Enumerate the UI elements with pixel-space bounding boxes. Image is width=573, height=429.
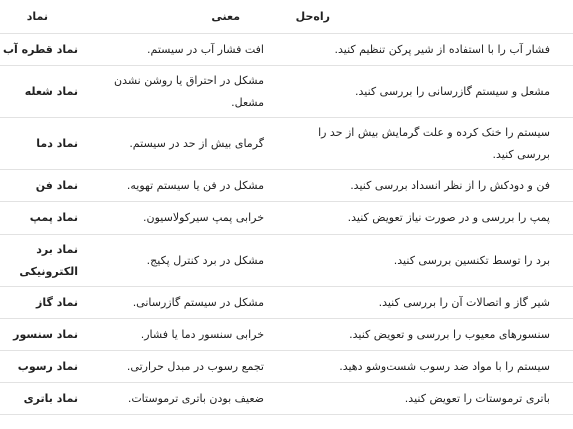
solution-cell: باتری ترموستات را تعویض کنید. xyxy=(404,391,550,405)
solution-cell: فن و دودکش را از نظر انسداد بررسی کنید. xyxy=(350,178,550,192)
table-row xyxy=(0,287,573,319)
solution-cell: سیستم را با مواد ضد رسوب شست‌وشو دهید. xyxy=(339,359,550,373)
table-row xyxy=(0,170,573,202)
table-row xyxy=(0,351,573,383)
table-header-row xyxy=(0,0,573,34)
meaning-cell: مشکل در برد کنترل پکیج. xyxy=(146,253,264,267)
meaning-cell: گرمای بیش از حد در سیستم. xyxy=(129,136,264,150)
symbol-cell: نماد فن xyxy=(35,178,78,192)
header-meaning: معنی xyxy=(211,9,240,23)
symbol-cell: نماد سنسور xyxy=(13,327,78,341)
symbol-cell: نماد شعله xyxy=(24,84,78,98)
symbol-cell: نماد پمپ xyxy=(29,211,78,224)
solution-cell: سیستم را خنک کرده و علت گرمایش بیش از حد را بررسی کنید. xyxy=(318,125,550,161)
solution-cell: شیر گاز و اتصالات آن را بررسی کنید. xyxy=(378,295,550,309)
symbol-cell: نماد قطره آب xyxy=(2,42,78,56)
symbol-cell: نماد دما xyxy=(36,136,78,150)
meaning-cell: خرابی پمپ سیرکولاسیون. xyxy=(143,211,264,224)
meaning-cell: ضعیف بودن باتری ترموستات. xyxy=(127,391,264,405)
table-row xyxy=(0,66,573,118)
table-row xyxy=(0,118,573,170)
symbol-cell: نماد رسوب xyxy=(17,359,78,373)
table-row xyxy=(0,202,573,235)
solution-cell: پمپ را بررسی و در صورت نیاز تعویض کنید. xyxy=(347,211,550,224)
solution-cell: برد را توسط تکنسین بررسی کنید. xyxy=(393,253,550,267)
meaning-cell: مشکل در سیستم گازرسانی. xyxy=(132,295,264,309)
symbol-cell: نماد برد الکترونیکی xyxy=(19,242,78,278)
table-row xyxy=(0,235,573,287)
symbol-cell: نماد گاز xyxy=(36,295,78,309)
meaning-cell: مشکل در احتراق یا روشن نشدن مشعل. xyxy=(114,73,264,109)
meaning-cell: مشکل در فن یا سیستم تهویه. xyxy=(126,178,264,192)
symbol-cell: نماد باتری xyxy=(23,391,78,405)
solution-cell: مشعل و سیستم گازرسانی را بررسی کنید. xyxy=(355,84,550,98)
meaning-cell: خرابی سنسور دما یا فشار. xyxy=(140,327,264,341)
solution-cell: فشار آب را با استفاده از شیر پرکن تنظیم کنید. xyxy=(334,42,550,56)
solution-cell: سنسورهای معیوب را بررسی و تعویض کنید. xyxy=(349,327,550,341)
table-row xyxy=(0,319,573,351)
header-symbol: نماد xyxy=(26,9,48,23)
meaning-cell: افت فشار آب در سیستم. xyxy=(147,42,264,56)
table-row xyxy=(0,383,573,415)
header-solution: راه‌حل xyxy=(295,9,330,23)
table-row xyxy=(0,34,573,66)
meaning-cell: تجمع رسوب در مبدل حرارتی. xyxy=(126,359,264,373)
